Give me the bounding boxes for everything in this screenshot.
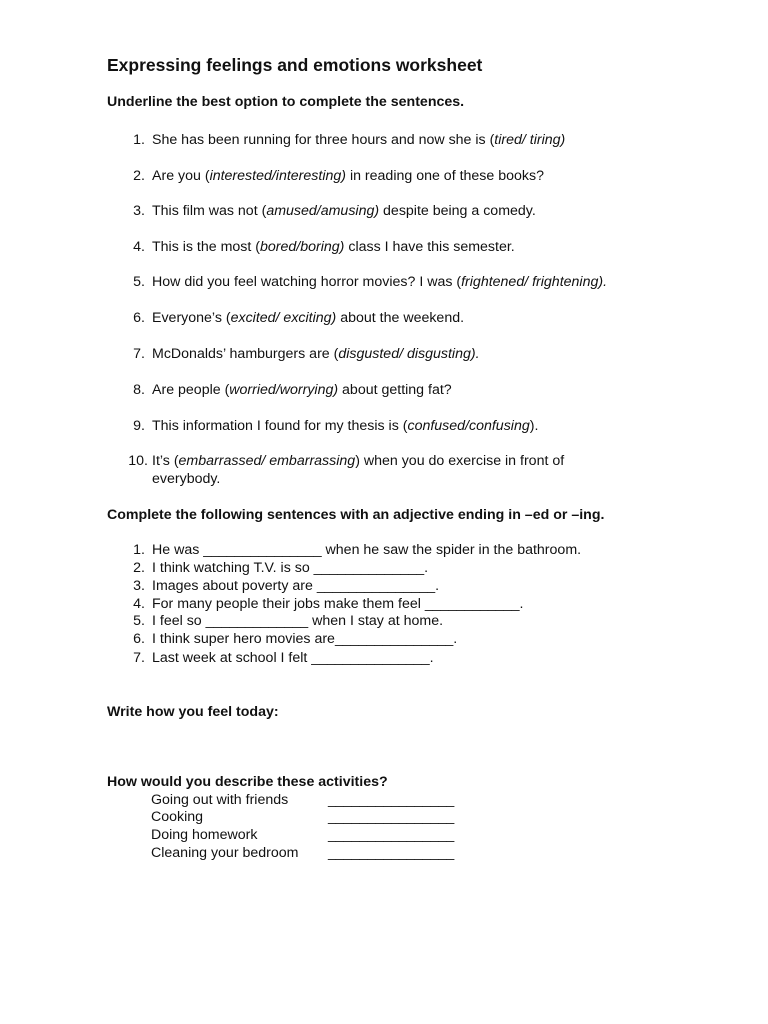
activity-blank: ________________	[328, 845, 455, 861]
activity-blank: ________________	[328, 792, 455, 808]
worksheet-page: Expressing feelings and emotions worksheet Underline the best option to complete the sentences. 1. She has been running for three hours and now she is (tired/ tiring) 2. Are you (interested/interesting) in reading one of these books? 3. This film was not (amused/amusing) despite being a comedy. 4. This is the most (bored/boring) class I have this semester. 5. How did you feel watching horror movies? I was (frightened/ frightening). 6. Everyone’s (excited/ exciting) about the weekend. 7. McDonalds’ hamburgers are (disgusted/ disgusting). 8. Are people (worried/worrying) about getting fat? 9. This information I found for my thesis is (confused/confusing). 10. It’s (embarrassed/ embarrassing) when you do exercise in front of everybody. Complete the following sentences with an adjective ending in –ed or –ing. 1. He was _______________ when he saw the spider in the bathroom. 2. I think watching T.V. is so ______________. 3. Images about poverty are _______________. 4. For many people their jobs make them feel ____________. 5. I feel so _____________ when I stay at home. 6. I think super hero movies are_______________. 7. Last week at school I felt _______________. Write how you feel today: How would you describe these activities? Going out with friends ________________ Cooking ________________ Doing homework ________________ Cleaning your bedroom ________________	[107, 55, 608, 861]
section1-heading: Underline the best option to complete the sentences.	[107, 94, 465, 110]
worksheet-title: Expressing feelings and emotions worksheet	[107, 55, 483, 75]
section3-heading: Write how you feel today:	[107, 704, 279, 720]
activity-blank: ________________	[328, 827, 455, 843]
activity-label: Cleaning your bedroom	[151, 845, 299, 861]
activity-blank: ________________	[328, 809, 455, 825]
section4-heading: How would you describe these activities?	[107, 774, 388, 790]
activity-label: Cooking	[151, 809, 204, 825]
section2-heading: Complete the following sentences with an adjective ending in –ed or –ing.	[107, 507, 605, 523]
activity-label: Doing homework	[151, 827, 258, 843]
activity-label: Going out with friends	[151, 792, 289, 808]
